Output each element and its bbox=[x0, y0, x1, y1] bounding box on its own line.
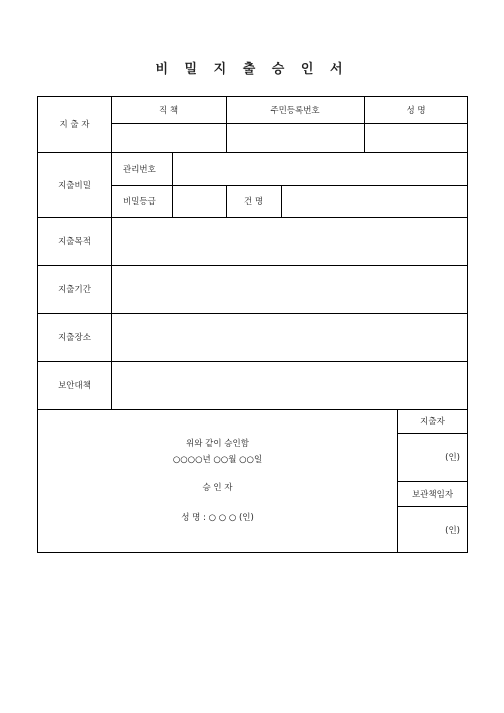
col-divider bbox=[172, 152, 173, 217]
signature-custodian-seal: (인) bbox=[445, 525, 460, 536]
approval-date: ○○○○년 ○○월 ○○일 bbox=[172, 455, 263, 465]
header-position: 직 책 bbox=[158, 105, 179, 116]
approval-statement: 위와 같이 승인함 bbox=[186, 439, 249, 449]
field-count: 건 명 bbox=[243, 197, 264, 207]
header-resident-no: 주민등록번호 bbox=[270, 105, 320, 116]
label-purpose: 지출목적 bbox=[58, 237, 91, 247]
label-submitter: 지 출 자 bbox=[59, 120, 90, 130]
field-management-no: 관리번호 bbox=[123, 164, 156, 175]
col-divider bbox=[281, 185, 282, 217]
label-place: 지출장소 bbox=[58, 333, 91, 343]
label-period: 지출기간 bbox=[58, 285, 91, 295]
header-name: 성 명 bbox=[406, 105, 426, 116]
signature-submitter-label: 지출자 bbox=[420, 417, 445, 427]
signature-custodian-label: 보관책임자 bbox=[411, 489, 454, 500]
label-security: 보안대책 bbox=[58, 381, 91, 391]
approver-label: 승 인 자 bbox=[202, 483, 233, 493]
label-secret: 지출비밀 bbox=[58, 180, 91, 191]
field-grade: 비밀등급 bbox=[123, 197, 156, 207]
col-divider bbox=[111, 96, 112, 409]
row-divider bbox=[111, 123, 468, 124]
page-title: 비 밀 지 출 승 인 서 bbox=[155, 62, 349, 77]
signature-submitter-seal: (인) bbox=[445, 453, 460, 463]
approver-signature: 성 명 : ○ ○ ○ (인) bbox=[181, 513, 254, 523]
